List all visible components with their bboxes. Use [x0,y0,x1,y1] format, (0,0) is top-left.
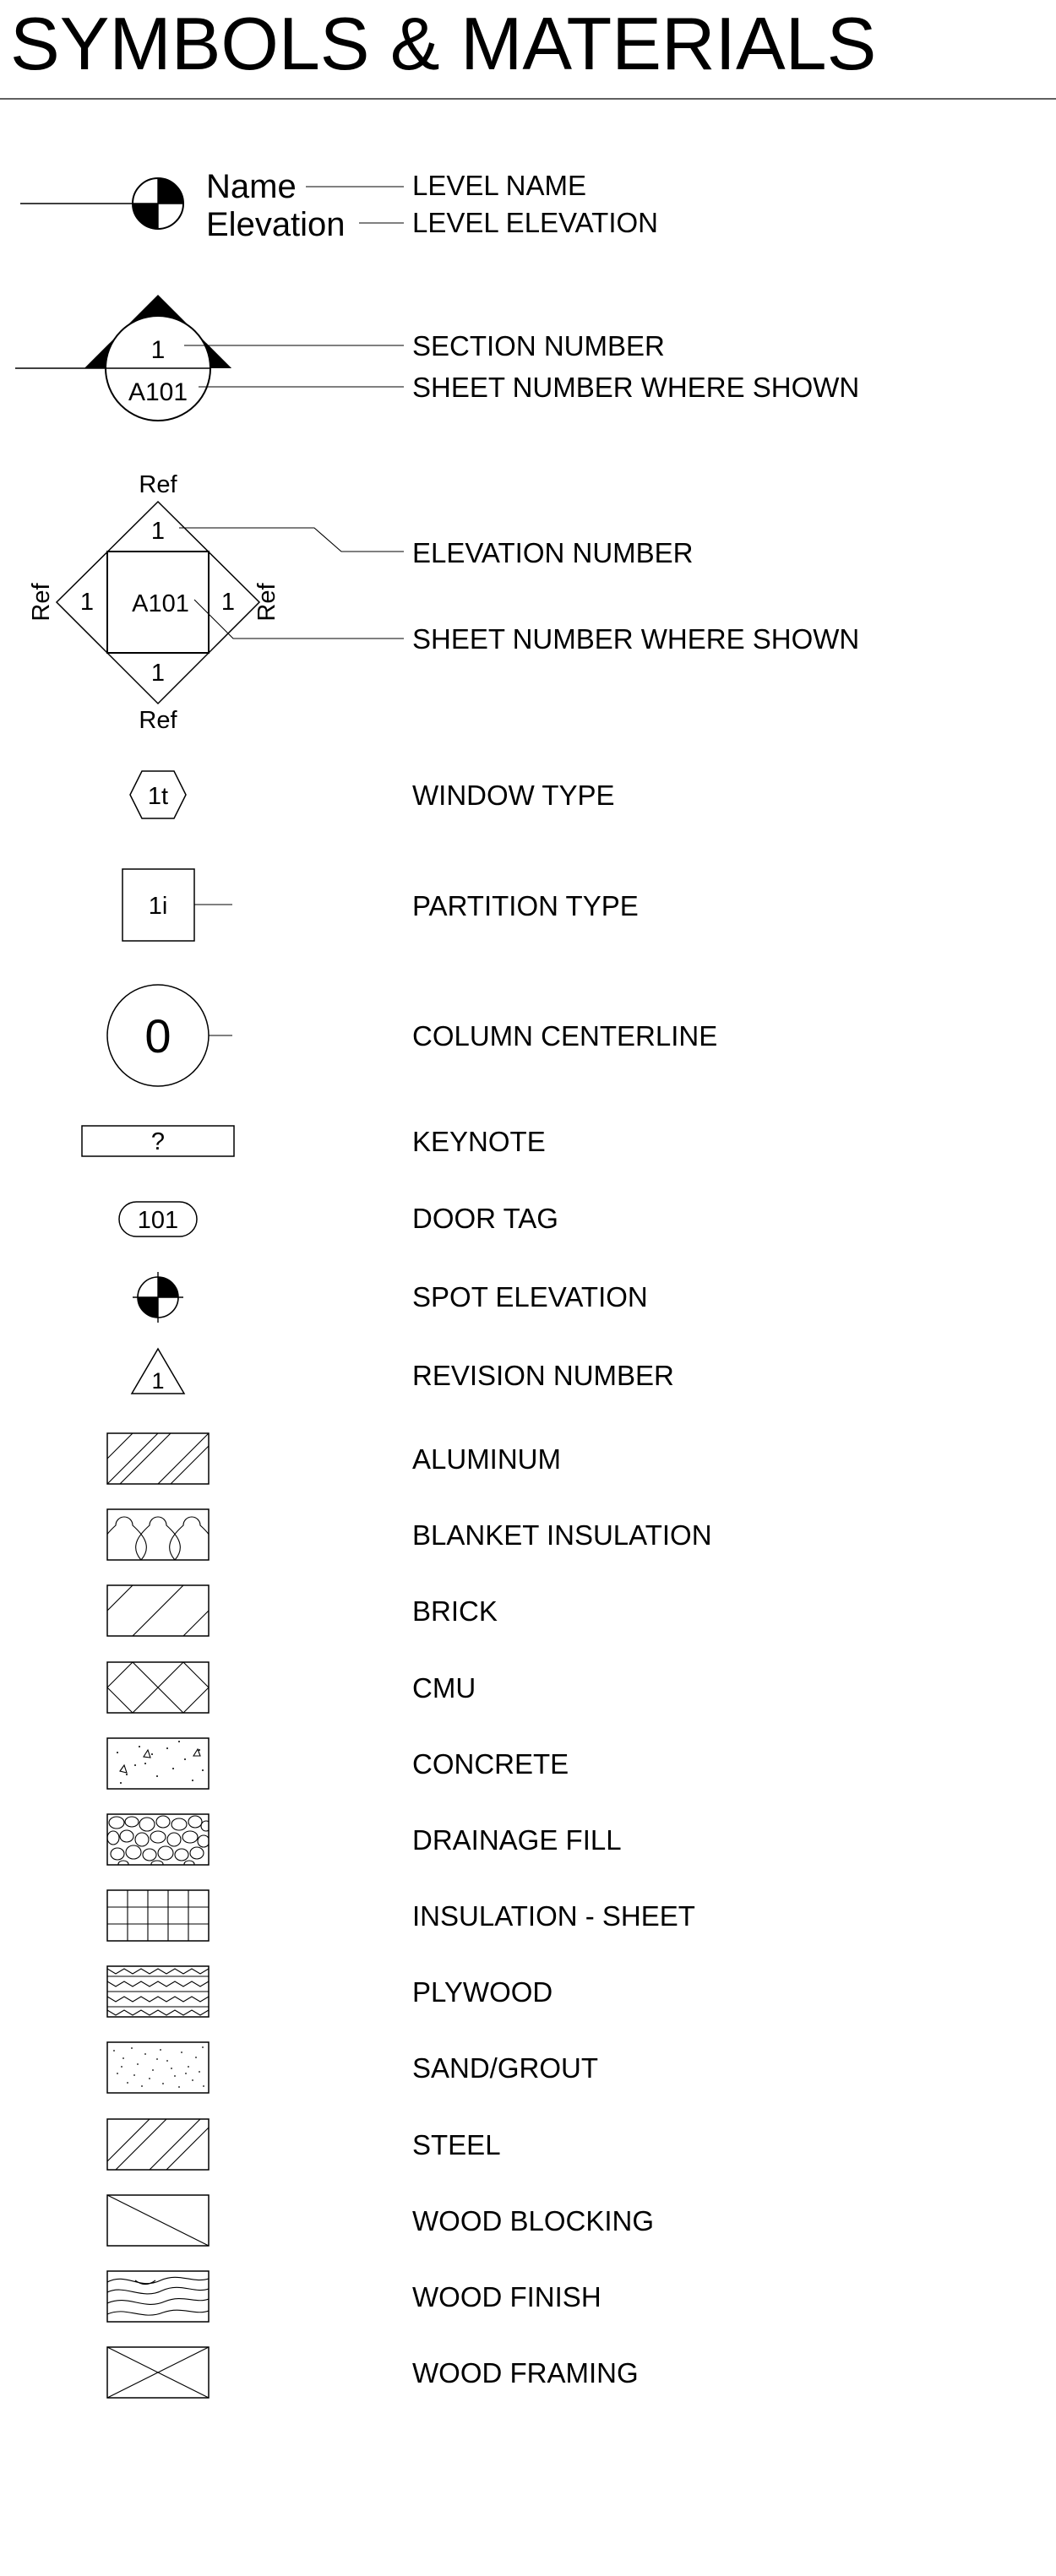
window-type-tag [130,771,186,818]
drainage-fill-label: DRAINAGE FILL [412,1824,622,1856]
revision-tag [132,1349,184,1394]
column-centerline-label: COLUMN CENTERLINE [412,1020,718,1052]
steel-hatch [107,2119,217,2170]
aluminum-label: ALUMINUM [412,1443,562,1475]
window-tag-text: 1t [147,783,169,810]
column-tag-text: 0 [144,1009,171,1062]
sand-grout-hatch [107,2042,209,2093]
level-name-label: LEVEL NAME [412,170,587,201]
section-sheet-label: SHEET NUMBER WHERE SHOWN [412,372,860,403]
elevation-ref-left: Ref [28,583,55,622]
plywood-label: PLYWOOD [412,1976,553,2008]
wood-finish-hatch [107,2271,209,2322]
partition-tag-text: 1i [148,893,168,920]
concrete-label: CONCRETE [412,1748,569,1780]
level-name-text: Name [206,168,297,205]
elevation-number-bottom: 1 [150,660,166,687]
keynote-tag-text: ? [150,1128,166,1155]
spot-elevation-label: SPOT ELEVATION [412,1281,648,1312]
elevation-ref-bottom: Ref [139,707,177,734]
keynote-tag [82,1126,234,1156]
level-elevation-label: LEVEL ELEVATION [412,207,659,238]
door-tag-text: 101 [137,1207,179,1234]
window-type-label: WINDOW TYPE [412,780,615,811]
brick-label: BRICK [412,1595,498,1627]
keynote-label: KEYNOTE [412,1126,546,1157]
cmu-hatch [82,1662,234,1713]
insulation-sheet-label: INSULATION - SHEET [412,1900,695,1932]
wood-framing-label: WOOD FRAMING [412,2357,639,2389]
elevation-ref-top: Ref [139,471,177,498]
partition-type-label: PARTITION TYPE [412,890,639,921]
wood-blocking-label: WOOD BLOCKING [412,2205,655,2236]
drainage-fill-hatch [107,1814,211,1867]
elevation-number-right: 1 [220,589,236,616]
wood-blocking-hatch [107,2195,209,2246]
revision-tag-text: 1 [151,1368,165,1394]
plywood-hatch [107,1966,209,2017]
elevation-number-left: 1 [79,589,95,616]
aluminum-hatch [82,1433,221,1484]
brick-hatch [82,1585,234,1636]
revision-number-label: REVISION NUMBER [412,1360,674,1391]
spot-elevation-symbol [133,1272,183,1323]
elevation-sheet-label: SHEET NUMBER WHERE SHOWN [412,623,860,655]
level-symbol [20,168,404,243]
blanket-insulation-hatch [102,1509,215,1560]
section-sheet: A101 [128,378,188,406]
partition-type-tag [122,869,232,941]
wood-framing-hatch [107,2347,209,2398]
wood-finish-label: WOOD FINISH [412,2281,601,2312]
insulation-sheet-hatch [107,1890,209,1941]
section-number-label: SECTION NUMBER [412,330,665,361]
elevation-ref-right: Ref [253,583,280,622]
sand-grout-label: SAND/GROUT [412,2052,599,2084]
door-tag [119,1202,197,1236]
elevation-sheet: A101 [132,590,189,617]
section-marker-symbol [15,295,404,421]
elevation-number-top: 1 [150,518,166,545]
elevation-number-label: ELEVATION NUMBER [412,537,694,568]
interior-elevation-symbol [28,471,404,734]
cmu-label: CMU [412,1672,476,1704]
blanket-insulation-label: BLANKET INSULATION [412,1519,712,1551]
page-title: SYMBOLS & MATERIALS [10,2,877,85]
steel-label: STEEL [412,2129,501,2160]
door-tag-label: DOOR TAG [412,1203,558,1234]
level-elevation-text: Elevation [206,206,346,243]
section-number: 1 [150,336,166,364]
column-grid-bubble [107,985,232,1086]
concrete-hatch [107,1738,209,1789]
